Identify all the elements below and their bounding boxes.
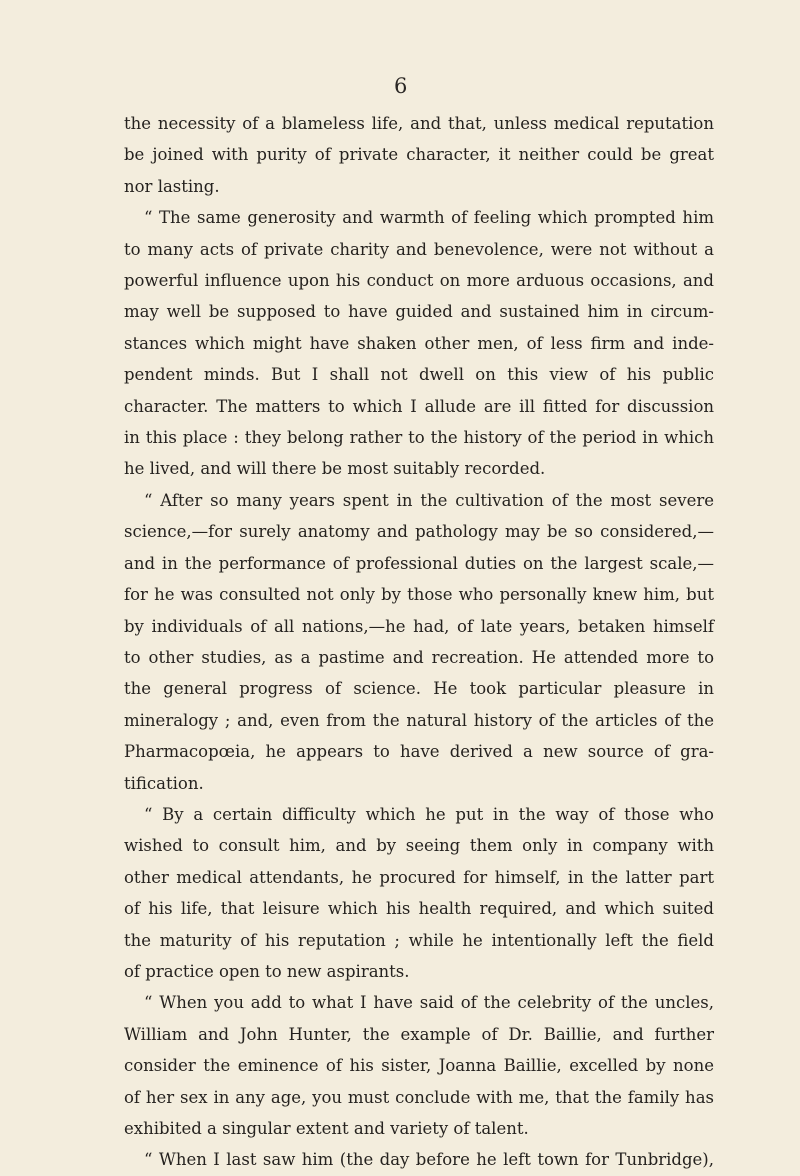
text-line: nor lasting. [124,176,220,196]
text-line: he lived, and will there be most suitably recorded. [124,459,546,479]
text-line: wished to consult him, and by seeing them only in company with [124,836,714,856]
text-line: of his life, that leisure which his health required, and which suited [124,899,714,919]
text-line: of practice open to new aspirants. [124,961,410,981]
text-line: consider the eminence of his sister, Joanna Baillie, excelled by none [124,1056,714,1076]
text-line: the maturity of his reputation ; while he intentionally left the field [124,930,714,950]
text-line: pendent minds. But I shall not dwell on this view of his public [124,365,714,385]
text-line: tification. [124,773,204,793]
text-line: may well be supposed to have guided and sustained him in circum- [124,302,714,322]
page-number: 6 [394,74,408,98]
text-line: stances which might have shaken other men, of less firm and inde- [124,333,714,353]
text-line: William and John Hunter, the example of Dr. Baillie, and further [124,1024,714,1044]
body-text [124,108,714,1176]
text-line: “ The same generosity and warmth of feeling which prompted him [144,208,714,228]
text-line: “ By a certain difficulty which he put in the way of those who [144,804,714,824]
text-line: and in the performance of professional duties on the largest scale,— [124,553,714,573]
text-line: for he was consulted not only by those who personally knew him, but [124,585,714,605]
text-line: mineralogy ; and, even from the natural history of the articles of the [124,710,714,730]
text-line: character. The matters to which I allude are ill fitted for discussion [124,396,714,416]
text-line: “ When I last saw him (the day before he left town for Tunbridge), [144,1150,714,1170]
text-line: in this place : they belong rather to the history of the period in which [124,428,714,448]
text-line: the general progress of science. He took particular pleasure in [124,679,714,699]
text-line: the necessity of a blameless life, and that, unless medical reputation [124,114,714,133]
text-line: “ When you add to what I have said of the celebrity of the uncles, [144,993,714,1013]
text-line: powerful influence upon his conduct on more arduous occasions, and [124,271,714,291]
text-line: science,—for surely anatomy and pathology may be so considered,— [124,522,714,542]
text-line: to many acts of private charity and benevolence, were not without a [124,239,714,259]
text-line: “ After so many years spent in the cultivation of the most severe [144,490,714,510]
text-line: exhibited a singular extent and variety of talent. [124,1119,529,1138]
text-line: by individuals of all nations,—he had, of late years, betaken himself [124,616,714,636]
text-line: to other studies, as a pastime and recreation. He attended more to [124,647,714,667]
text-line: of her sex in any age, you must conclude with me, that the family has [124,1087,714,1107]
text-line: other medical attendants, he procured for himself, in the latter part [124,867,714,887]
text-line: be joined with purity of private character, it neither could be great [124,145,714,165]
text-line: Pharmacopœia, he appears to have derived a new source of gra- [124,742,714,762]
